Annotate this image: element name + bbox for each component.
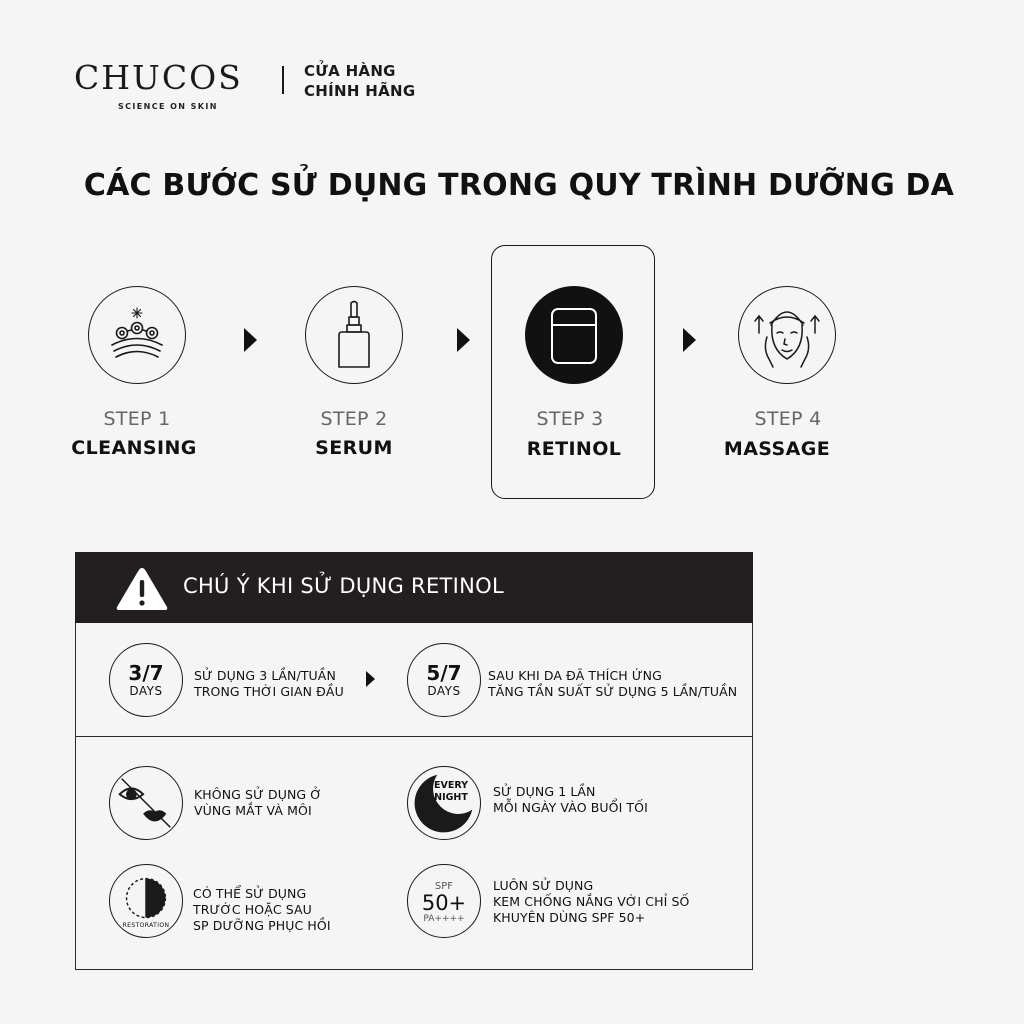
serum-dropper-bottle-icon: [305, 286, 403, 384]
step-2-number: STEP 2: [320, 408, 388, 430]
no-eye-lip-line1: KHÔNG SỬ DỤNG Ở: [194, 787, 322, 802]
spf-badge-bottom: PA++++: [423, 913, 465, 924]
store-label-line2: CHÍNH HÃNG: [304, 82, 416, 100]
spf-line3: KHUYÊN DÙNG SPF 50+: [493, 910, 646, 925]
spf-badge-top: SPF: [434, 880, 454, 892]
frequency-3-7-unit: DAYS: [129, 684, 163, 698]
brand-logo: CHUCOS: [74, 58, 243, 97]
frequency-5-7-text: [488, 668, 737, 700]
no-eye-lip-icon: [109, 766, 183, 840]
caution-title: CHÚ Ý KHI SỬ DỤNG RETINOL: [183, 574, 504, 598]
no-eye-lip-line2: VÙNG MẮT VÀ MÔI: [194, 803, 312, 818]
page-title: CÁC BƯỚC SỬ DỤNG TRONG QUY TRÌNH DƯỠNG DA: [83, 168, 955, 203]
every-night-badge-line1: EVERY: [433, 780, 468, 791]
step-3-number: STEP 3: [536, 408, 604, 430]
step-arrow-2: [457, 328, 470, 352]
step-4-name: MASSAGE: [723, 438, 831, 460]
spf-line2: KEM CHỐNG NẮNG VỚI CHỈ SỐ: [493, 894, 690, 909]
restoration-line2: TRƯỚC HOẶC SAU: [193, 902, 312, 917]
frequency-5-7-value: 5/7: [426, 661, 462, 685]
spf-line1: LUÔN SỬ DỤNG: [493, 878, 594, 893]
frequency-5-7-badge: [407, 643, 481, 717]
restoration-badge-label: RESTORATION: [122, 922, 170, 929]
every-night-badge: [428, 780, 474, 804]
every-night-line2: MỖI NGÀY VÀO BUỔI TỐI: [493, 800, 648, 815]
every-night-line1: SỬ DỤNG 1 LẦN: [493, 784, 596, 799]
restoration-line3: SP DƯỠNG PHỤC HỒI: [193, 918, 331, 933]
spf-badge-value: 50+: [421, 890, 467, 915]
brand-tagline: SCIENCE ON SKIN: [118, 102, 218, 111]
logo-divider: [282, 66, 284, 94]
frequency-arrow: [366, 671, 375, 687]
frequency-5-7-unit: DAYS: [427, 684, 461, 698]
frequency-5-7-line2: TĂNG TẦN SUẤT SỬ DỤNG 5 LẦN/TUẦN: [488, 684, 738, 699]
no-eye-lip-text: [194, 787, 322, 819]
spf-text: [493, 878, 689, 926]
cleansing-bubbles-icon: [88, 286, 186, 384]
step-1-name: CLEANSING: [71, 437, 197, 459]
caution-panel-divider: [75, 736, 753, 737]
retinol-jar-icon: [525, 286, 623, 384]
restoration-text: [193, 886, 331, 934]
warning-icon: [115, 566, 169, 612]
every-night-text: [493, 784, 648, 816]
step-1-number: STEP 1: [103, 408, 171, 430]
step-arrow-3: [683, 328, 696, 352]
face-massage-icon: [738, 286, 836, 384]
store-label-line1: CỬA HÀNG: [304, 62, 396, 80]
frequency-3-7-value: 3/7: [128, 661, 164, 685]
step-arrow-1: [244, 328, 257, 352]
spf-badge-icon: [407, 864, 481, 938]
frequency-3-7-badge: [109, 643, 183, 717]
restoration-line1: CÓ THỂ SỬ DỤNG: [193, 886, 307, 901]
frequency-3-7-line2: TRONG THỜI GIAN ĐẦU: [194, 684, 344, 699]
step-4-number: STEP 4: [754, 408, 822, 430]
frequency-5-7-line1: SAU KHI DA ĐÃ THÍCH ỨNG: [488, 668, 662, 683]
frequency-3-7-text: [194, 668, 344, 700]
every-night-badge-line2: NIGHT: [434, 792, 468, 803]
frequency-3-7-line1: SỬ DỤNG 3 LẦN/TUẦN: [194, 668, 336, 683]
step-2-name: SERUM: [315, 437, 393, 459]
step-3-name: RETINOL: [526, 438, 622, 460]
